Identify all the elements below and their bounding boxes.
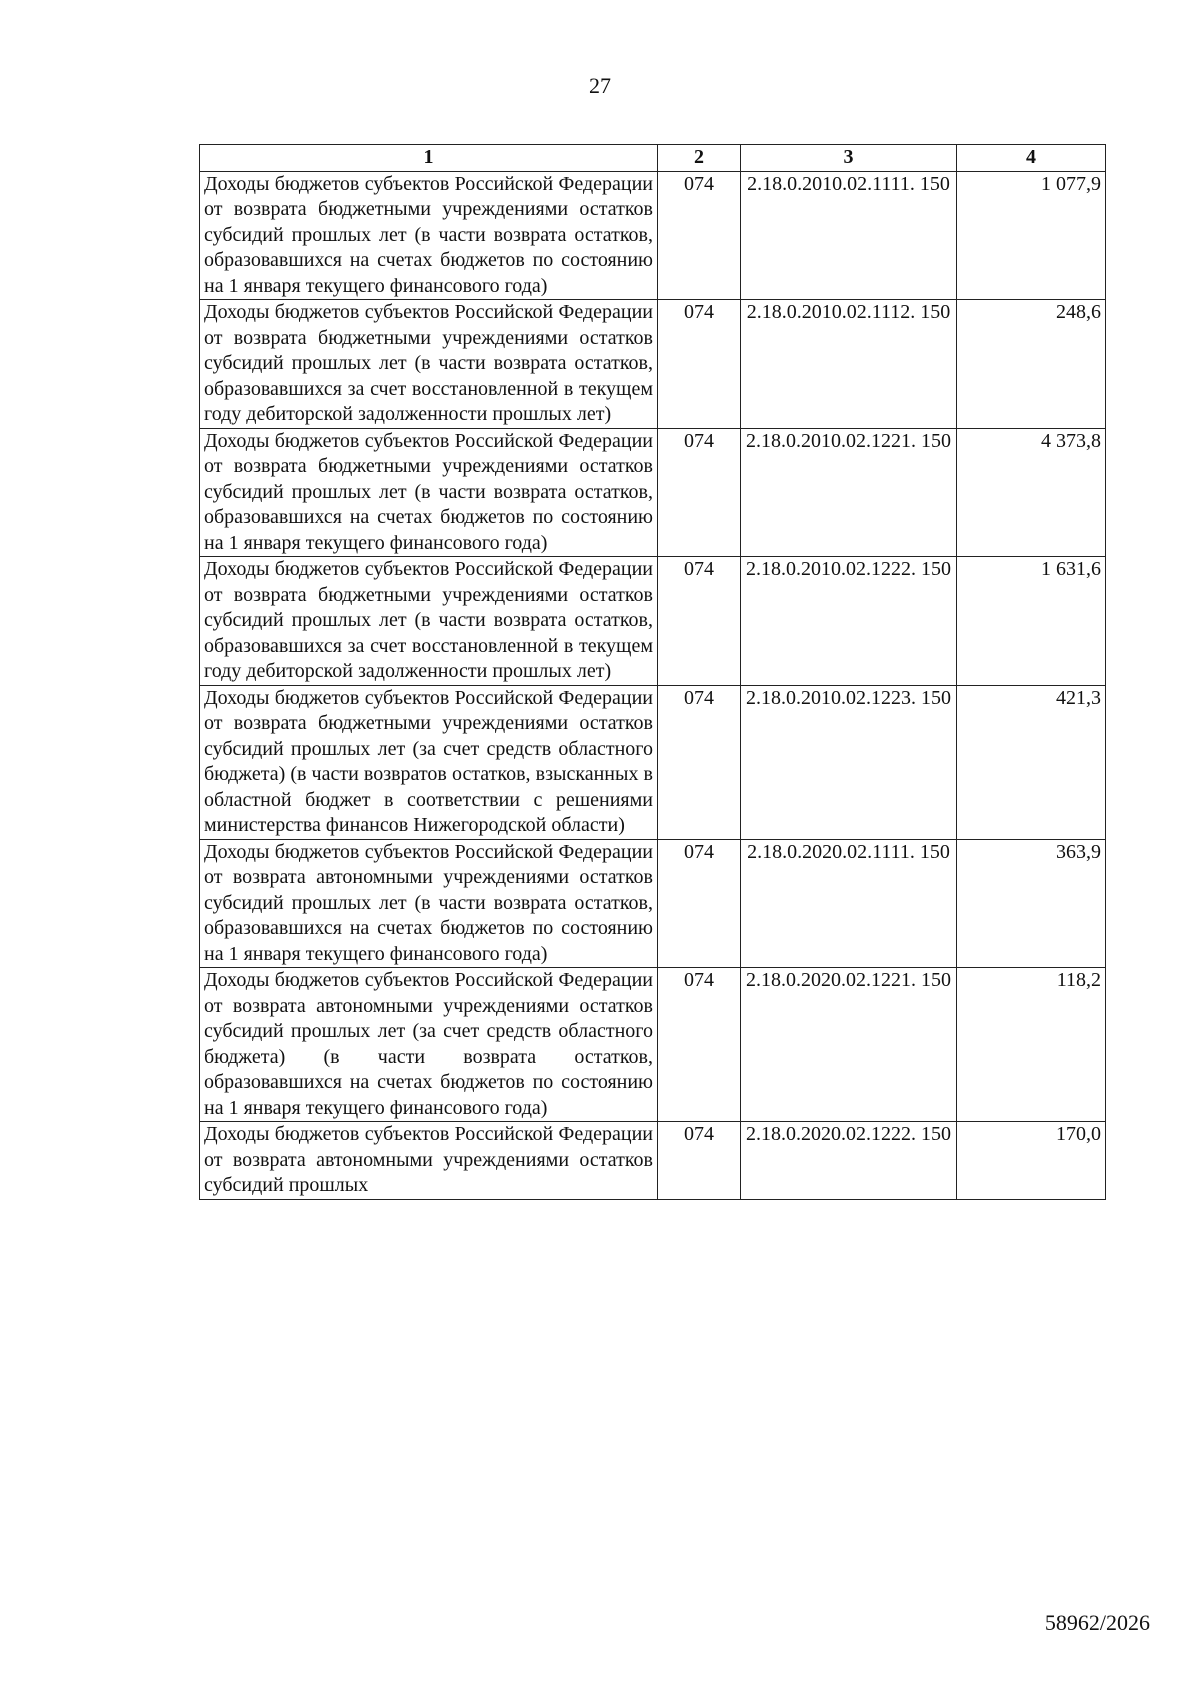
row-classification-code: 2.18.0.2020.02.1222. 150 bbox=[741, 1122, 957, 1200]
row-description: Доходы бюджетов субъектов Российской Федерации от возврата бюджетными учреждениями остатков субсидий прошлых лет (в части возврата остатков, образовавшихся на счетах бюджетов по состоянию на 1 января текущего финансового года) bbox=[200, 428, 658, 557]
table-row bbox=[200, 557, 1106, 686]
row-description: Доходы бюджетов субъектов Российской Федерации от возврата бюджетными учреждениями остатков субсидий прошлых лет (за счет средств областного бюджета) (в части возвратов остатков, взысканных в областной бюджет в соответствии с решениями министерства финансов Нижегородской области) bbox=[200, 685, 658, 839]
row-amount: 421,3 bbox=[957, 685, 1106, 839]
row-admin-code: 074 bbox=[658, 968, 741, 1122]
row-admin-code: 074 bbox=[658, 1122, 741, 1200]
row-classification-code: 2.18.0.2020.02.1111. 150 bbox=[741, 839, 957, 968]
table-header bbox=[200, 145, 1106, 172]
row-amount: 1 631,6 bbox=[957, 557, 1106, 686]
row-amount: 363,9 bbox=[957, 839, 1106, 968]
page-number: 27 bbox=[589, 73, 611, 98]
header-col-2: 2 bbox=[658, 145, 741, 172]
row-description: Доходы бюджетов субъектов Российской Федерации от возврата бюджетными учреждениями остатков субсидий прошлых лет (в части возврата остатков, образовавшихся за счет восстановленной в текущем году дебиторской задолженности прошлых лет) bbox=[200, 557, 658, 686]
row-description: Доходы бюджетов субъектов Российской Федерации от возврата бюджетными учреждениями остатков субсидий прошлых лет (в части возврата остатков, образовавшихся за счет восстановленной в текущем году дебиторской задолженности прошлых лет) bbox=[200, 300, 658, 429]
row-admin-code: 074 bbox=[658, 428, 741, 557]
row-classification-code: 2.18.0.2010.02.1223. 150 bbox=[741, 685, 957, 839]
header-col-3: 3 bbox=[741, 145, 957, 172]
row-description: Доходы бюджетов субъектов Российской Федерации от возврата автономными учреждениями остатков субсидий прошлых bbox=[200, 1122, 658, 1200]
table-row bbox=[200, 1122, 1106, 1200]
row-amount: 4 373,8 bbox=[957, 428, 1106, 557]
row-description: Доходы бюджетов субъектов Российской Федерации от возврата бюджетными учреждениями остатков субсидий прошлых лет (в части возврата остатков, образовавшихся на счетах бюджетов по состоянию на 1 января текущего финансового года) bbox=[200, 171, 658, 300]
row-classification-code: 2.18.0.2010.02.1112. 150 bbox=[741, 300, 957, 429]
table-row bbox=[200, 171, 1106, 300]
row-admin-code: 074 bbox=[658, 171, 741, 300]
row-description: Доходы бюджетов субъектов Российской Федерации от возврата автономными учреждениями остатков субсидий прошлых лет (в части возврата остатков, образовавшихся на счетах бюджетов по состоянию на 1 января текущего финансового года) bbox=[200, 839, 658, 968]
row-amount: 118,2 bbox=[957, 968, 1106, 1122]
table-row bbox=[200, 300, 1106, 429]
table-row bbox=[200, 685, 1106, 839]
row-admin-code: 074 bbox=[658, 557, 741, 686]
header-col-1: 1 bbox=[200, 145, 658, 172]
row-classification-code: 2.18.0.2020.02.1221. 150 bbox=[741, 968, 957, 1122]
revenue-table bbox=[199, 144, 1106, 1200]
header-row bbox=[200, 145, 1106, 172]
row-amount: 248,6 bbox=[957, 300, 1106, 429]
header-col-4: 4 bbox=[957, 145, 1106, 172]
table-row bbox=[200, 428, 1106, 557]
row-classification-code: 2.18.0.2010.02.1111. 150 bbox=[741, 171, 957, 300]
table-row bbox=[200, 839, 1106, 968]
row-classification-code: 2.18.0.2010.02.1221. 150 bbox=[741, 428, 957, 557]
table-row bbox=[200, 968, 1106, 1122]
row-admin-code: 074 bbox=[658, 685, 741, 839]
row-description: Доходы бюджетов субъектов Российской Федерации от возврата автономными учреждениями остатков субсидий прошлых лет (за счет средств областного бюджета) (в части возврата остатков, образовавшихся на счетах бюджетов по состоянию на 1 января текущего финансового года) bbox=[200, 968, 658, 1122]
row-amount: 170,0 bbox=[957, 1122, 1106, 1200]
row-classification-code: 2.18.0.2010.02.1222. 150 bbox=[741, 557, 957, 686]
document-id: 58962/2026 bbox=[1044, 1610, 1150, 1635]
row-admin-code: 074 bbox=[658, 300, 741, 429]
table-body bbox=[200, 171, 1106, 1199]
row-admin-code: 074 bbox=[658, 839, 741, 968]
row-amount: 1 077,9 bbox=[957, 171, 1106, 300]
